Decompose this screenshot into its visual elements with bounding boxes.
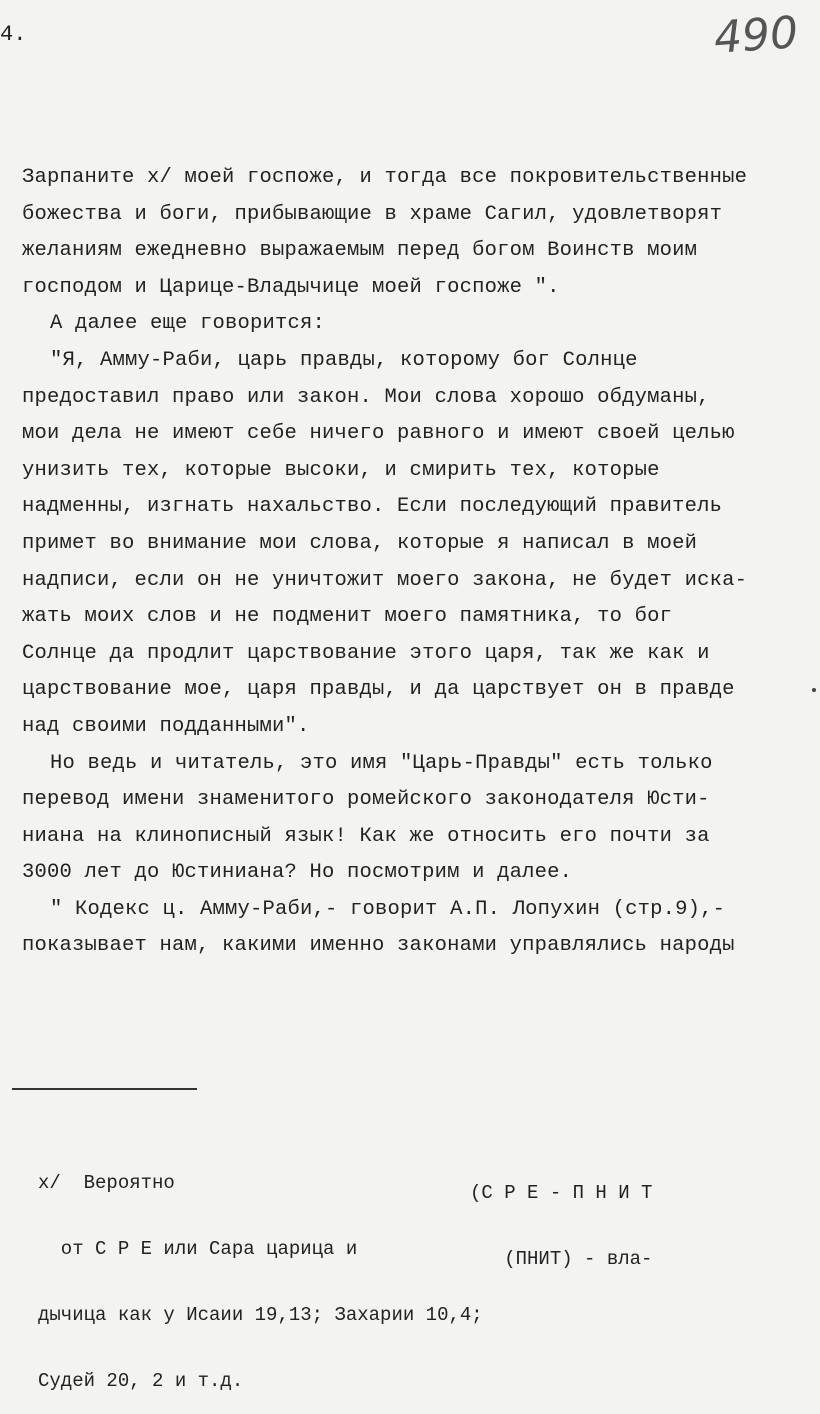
- text-line: перевод имени знаменитого ромейского законодателя Юсти-: [22, 788, 710, 812]
- handwritten-page-number: 490: [712, 7, 800, 64]
- footnote-line: x/ Вероятно: [38, 1172, 175, 1194]
- text-line: над своими подданными".: [22, 714, 310, 738]
- text-line: предоставил право или закон. Мои слова хорошо обдуманы,: [22, 385, 710, 409]
- document-body: [22, 160, 802, 965]
- text-line: надменны, изгнать нахальство. Если последующий правитель: [22, 495, 723, 519]
- footnote-line: дычица как у Исаии 19,13; Захарии 10,4;: [38, 1304, 483, 1326]
- text-line: Зарпаните x/ моей госпоже, и тогда все покровительственные: [22, 166, 748, 189]
- text-line: желаниям ежедневно выражаемым перед богом Воинств моим: [22, 239, 698, 263]
- text-line: мои дела не имеют себе ничего равного и имеют своей целью: [22, 422, 735, 446]
- text-line: жать моих слов и не подменит моего памятника, то бог: [22, 605, 673, 629]
- text-line: Солнце да продлит царствование этого царя, так же как и: [22, 641, 710, 665]
- text-line: надписи, если он не уничтожит моего закона, не будет иска-: [22, 568, 748, 592]
- text-line: ниана на клинописный язык! Как же относить его почти за: [22, 824, 710, 848]
- text-line: господом и Царице-Владычице моей госпоже ".: [22, 275, 560, 299]
- text-line: царствование мое, царя правды, и да царствует он в правде: [22, 678, 735, 702]
- text-line: показывает нам, какими именно законами управлялись народы: [22, 934, 735, 958]
- footnote-line: (С Р Е - П Н И Т: [470, 1182, 653, 1204]
- margin-dot: [812, 688, 816, 692]
- page-number: 4.: [0, 22, 27, 47]
- text-line: "Я, Амму-Раби, царь правды, которому бог Солнце: [50, 348, 638, 372]
- text-line: А далее еще говорится:: [50, 312, 326, 336]
- footnote-line: Судей 20, 2 и т.д.: [38, 1370, 244, 1392]
- text-line: Но ведь и читатель, это имя "Царь-Правды" есть только: [50, 751, 713, 775]
- footnote-line: (ПНИТ) - вла-: [470, 1248, 653, 1270]
- footnote-etymology: [470, 1138, 652, 1292]
- footnote-line: от С Р Е или Сара царица и: [38, 1238, 358, 1260]
- footnote-divider: [12, 1088, 197, 1090]
- text-line: 3000 лет до Юстиниана? Но посмотрим и далее.: [22, 861, 573, 885]
- footnote: [38, 1128, 483, 1414]
- text-line: божества и боги, прибывающие в храме Сагил, удовлетворят: [22, 202, 723, 226]
- text-line: примет во внимание мои слова, которые я написал в моей: [22, 531, 698, 555]
- text-line: унизить тех, которые высоки, и смирить тех, которые: [22, 458, 660, 482]
- text-line: " Кодекс ц. Амму-Раби,- говорит А.П. Лопухин (стр.9),-: [50, 897, 726, 921]
